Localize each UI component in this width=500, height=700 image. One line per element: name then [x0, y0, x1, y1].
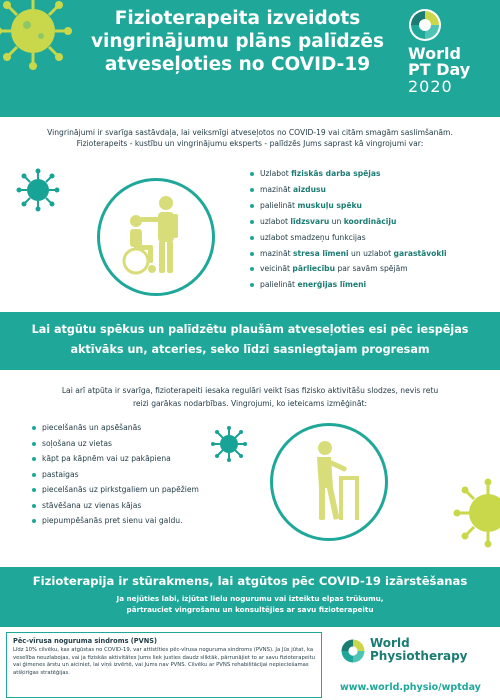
physio-illustration: [97, 178, 215, 296]
wpt-logo-icon: [408, 8, 442, 42]
banner-line-1: Lai atgūtu spēkus un palīdzētu plaušām atveseļoties esi pēc iespējas: [31, 323, 469, 336]
org-line-1: World: [370, 636, 410, 650]
pvns-body: Līdz 10% cilvēku, kas atgūstas no COVID-19, var attīstīties pēc-vīrusa noguruma sindroms (PVNS). Ja Jūs jūtat, ka veselība neuzlabojas, vai ja fiziskās aktivitātes Jums liek justies daudz sliktāk, pārrunājiet to ar savu fizioterapeitu vai ģimenes ārstu un aiciniet, lai viņš izvērtē, vai Jums nav PVNS. Cilvēku ar PVNS rehabilitācijai nepieciešamas atšķirīgas stratēģijas.: [13, 647, 316, 677]
list-item: piecelšanās un apsēšanās: [32, 420, 262, 436]
cornerstone-banner: [0, 567, 500, 627]
list-item: soļošana uz vietas: [32, 436, 262, 452]
pvns-heading: Pēc-vīrusa noguruma sindroms (PVNS): [13, 637, 158, 645]
subtext-line-2: pārtrauciet vingrošanu un konsultējies ar savu fizioterapeitu: [126, 605, 374, 614]
world-physiotherapy-name: [370, 637, 468, 663]
list-item: stāvēšana uz vienas kājas: [32, 498, 262, 514]
brand-world: World: [408, 44, 461, 63]
list-item: kāpt pa kāpnēm vai uz pakāpiena: [32, 451, 262, 467]
pvns-info-box: [6, 632, 322, 698]
list-item: pastaigas: [32, 467, 262, 483]
list-item: mazināt stresa līmeni un uzlabot garastāvokli: [250, 246, 495, 262]
list-item: uzlabot līdzsvaru un koordināciju: [250, 214, 495, 230]
intro-text: [6, 127, 494, 149]
world-physiotherapy-logo-icon: [340, 638, 366, 664]
intro-line-2: Fizioterapeits - kustību un vingrinājumu eksperts - palīdzēs Jums saprast kā vingrojumi var:: [76, 139, 424, 148]
website-link[interactable]: www.world.physio/wptday: [340, 682, 481, 693]
intro-line-1: Vingrinājumi ir svarīga sastāvdaļa, lai veiksmīgi atveseļotos no COVID-19 vai citām smagām saslimšanām.: [47, 128, 453, 137]
list-item: palielināt enerģijas līmeni: [250, 277, 495, 293]
header-banner: [0, 0, 500, 117]
walker-person-icon: [273, 426, 385, 538]
brand-year: 2020: [408, 77, 453, 96]
list-item: mazināt aizdusu: [250, 182, 495, 198]
advice-line-1: Lai arī atpūta ir svarīga, fizioterapeiti iesaka regulāri veikt īsas fizisko aktivitāšu slodzes, nevis retu: [61, 386, 439, 395]
benefits-list: [250, 166, 495, 293]
cornerstone-subtext: [30, 593, 470, 615]
activity-banner-text: [10, 320, 490, 360]
virus-icon: [210, 425, 248, 463]
virus-icon: [0, 0, 74, 72]
list-item: Uzlabot fiziskās darba spējas: [250, 166, 495, 182]
list-item: uzlabot smadzeņu funkcijas: [250, 230, 495, 246]
wpt-day-brand: [408, 8, 494, 96]
subtext-line-1: Ja nejūties labi, izjūtat lielu nogurumu vai izteiktu elpas trūkumu,: [116, 594, 384, 603]
page-title: Fizioterapeita izveidots vingrinājumu plāns palīdzēs atveseļoties no COVID-19: [90, 8, 384, 75]
list-item: veicināt pārliecību par savām spējām: [250, 261, 495, 277]
activity-banner: [0, 312, 500, 370]
org-line-2: Physiotherapy: [370, 649, 468, 663]
virus-icon: [448, 478, 500, 548]
virus-icon: [16, 168, 60, 212]
walker-illustration: [270, 423, 388, 541]
cornerstone-title: Fizioterapija ir stūrakmens, lai atgūtos pēc COVID-19 izārstēšanas: [32, 574, 468, 588]
list-item: palielināt muskuļu spēku: [250, 198, 495, 214]
list-item: piecelšanās uz pirkstgaliem un papēžiem: [32, 482, 262, 498]
brand-pt-day: PT Day: [408, 60, 471, 79]
rest-advice-text: [15, 384, 485, 410]
banner-line-2: aktīvāks un, atceries, seko līdzi sasniegtajam progresam: [70, 343, 430, 356]
advice-line-2: reizi garākas nodarbības. Vingrojumi, ko ieteicams izmēģināt:: [132, 399, 368, 408]
list-item: piepumpēšanās pret sienu vai galdu.: [32, 513, 262, 529]
physio-wheelchair-icon: [100, 181, 212, 293]
